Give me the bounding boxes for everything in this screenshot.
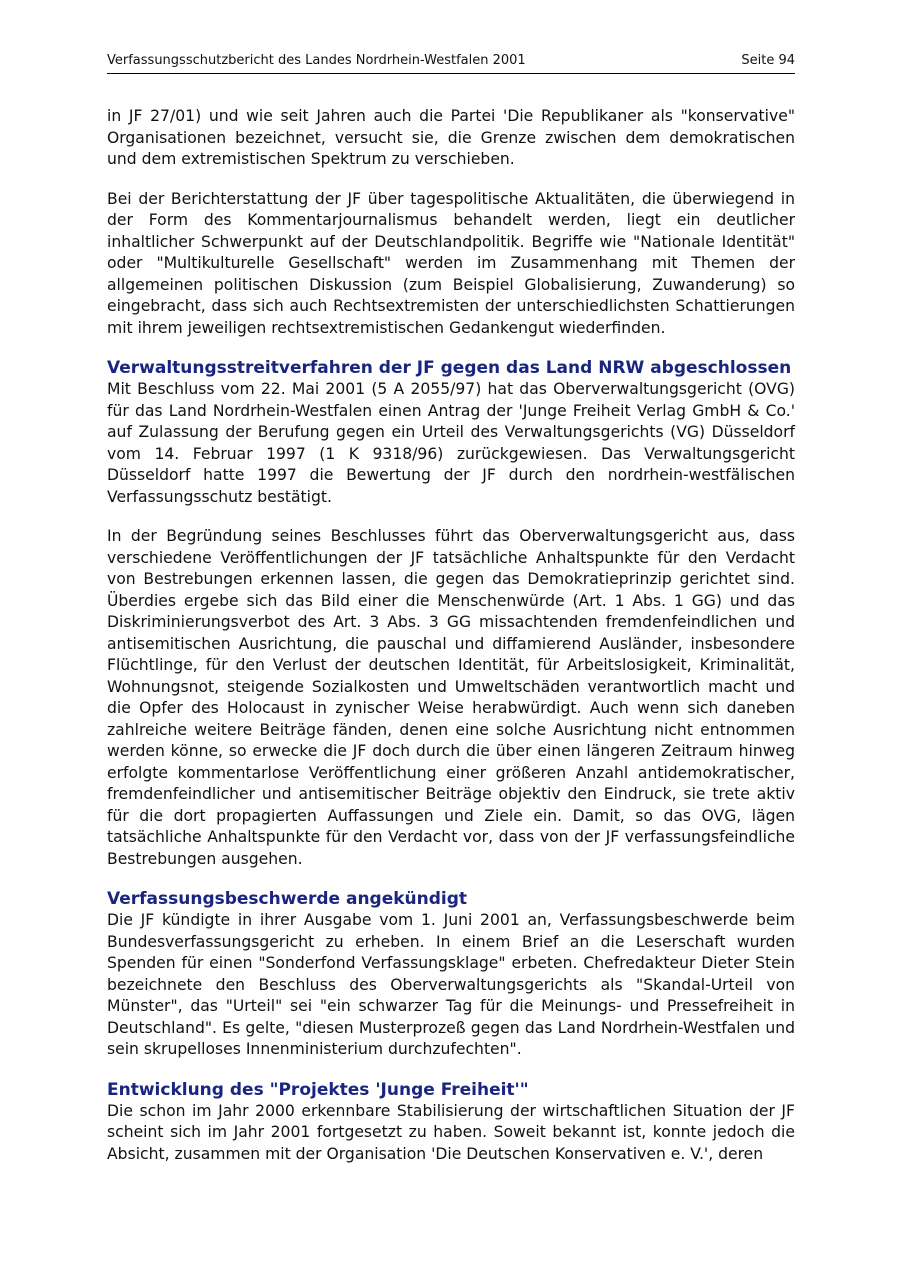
paragraph-4: In der Begründung seines Beschlusses führt das Oberverwaltungsgericht aus, dass verschiedene Veröffentlichungen der JF tatsächliche Anhaltspunkte für den Verdacht von Bestrebungen erkennen lassen, die gegen das Demokratieprinzip gerichtet sind. Überdies ergebe sich das Bild einer die Menschenwürde (Art. 1 Abs. 1 GG) und das Diskriminierungsverbot des Art. 3 Abs. 3 GG missachtenden fremdenfeindlichen und antisemitischen Ausrichtung, die pauschal und diffamierend Ausländer, insbesondere Flüchtlinge, für den Verlust der deutschen Identität, für Arbeitslosigkeit, Kriminalität, Wohnungsnot, steigende Sozialkosten und Umweltschäden verantwortlich macht und die Opfer des Holocaust in zynischer Weise herabwürdigt. Auch wenn sich daneben zahlreiche weitere Beiträge fänden, denen eine solche Ausrichtung nicht entnommen werden könne, so erwecke die JF doch durch die über einen längeren Zeitraum hinweg erfolgte kommentarlose Veröffentlichung einer größeren Anzahl antidemokratischer, fremdenfeindlicher und antisemitischer Beiträge objektiv den Eindruck, sie trete aktiv für die dort propagierten Auffassungen und Ziele ein. Damit, so das OVG, lägen tatsächliche Anhaltspunkte für den Verdacht vor, dass von der JF verfassungsfeindliche Bestrebungen ausgehen. (107, 527, 795, 868)
page-header (107, 52, 795, 74)
section-heading-entwicklung: Entwicklung des "Projektes 'Junge Freiheit'" (107, 1079, 529, 1100)
paragraph-2: Bei der Berichterstattung der JF über tagespolitische Aktualitäten, die überwiegend in der Form des Kommentarjournalismus behandelt werden, liegt ein deutlicher inhaltlicher Schwerpunkt auf der Deutschlandpolitik. Begriffe wie "Nationale Identität" oder "Multikulturelle Gesellschaft" werden im Zusammenhang mit Themen der allgemeinen politischen Diskussion (zum Beispiel Globalisierung, Zuwanderung) so eingebracht, dass sich auch Rechtsextremisten der unterschiedlichsten Schattierungen mit ihrem jeweiligen rechtsextremistischen Gedankengut wiederfinden. (107, 189, 795, 337)
section-heading-verfassungsbeschwerde: Verfassungsbeschwerde angekündigt (107, 889, 468, 909)
paragraph-5: Die JF kündigte in ihrer Ausgabe vom 1. Juni 2001 an, Verfassungsbeschwerde beim Bundesverfassungsgericht zu erheben. In einem Brief an die Leserschaft wurden Spenden für einen "Sonderfond Verfassungsklage" erbeten. Chefredakteur Dieter Stein bezeichnete den Beschluss des Oberverwaltungsgerichts als "Skandal-Urteil von Münster", das "Urteil" sei "ein schwarzer Tag für die Meinungs- und Pressefreiheit in Deutschland". Es gelte, "diesen Musterprozeß gegen das Land Nordrhein-Westfalen und sein skrupelloses Innenministerium durchzufechten". (107, 911, 795, 1058)
section-heading-verwaltungsstreitverfahren: Verwaltungsstreitverfahren der JF gegen das Land NRW abgeschlossen (107, 358, 792, 378)
paragraph-6: Die schon im Jahr 2000 erkennbare Stabilisierung der wirtschaftlichen Situation der JF scheint sich im Jahr 2001 fortgesetzt zu haben. Soweit bekannt ist, konnte jedoch die Absicht, zusammen mit der Organisation 'Die Deutschen Konservativen e. V.', deren (107, 1101, 795, 1163)
paragraph-1: in JF 27/01) und wie seit Jahren auch die Partei 'Die Republikaner als "konservative" Organisationen bezeichnet, versucht sie, die Grenze zwischen dem demokratischen und dem extremistischen Spektrum zu verschieben. (107, 107, 795, 168)
page-number: Seite 94 (741, 53, 795, 68)
document-body (107, 106, 795, 1165)
header-title: Verfassungsschutzbericht des Landes Nordrhein-Westfalen 2001 (107, 53, 526, 68)
paragraph-3: Mit Beschluss vom 22. Mai 2001 (5 A 2055/97) hat das Oberverwaltungsgericht (OVG) für das Land Nordrhein-Westfalen einen Antrag der 'Junge Freiheit Verlag GmbH & Co.' auf Zulassung der Berufung gegen ein Urteil des Verwaltungsgerichts (VG) Düsseldorf vom 14. Februar 1997 (1 K 9318/96) zurückgewiesen. Das Verwaltungsgericht Düsseldorf hatte 1997 die Bewertung der JF durch den nordrhein-westfälischen Verfassungsschutz bestätigt. (107, 380, 795, 506)
